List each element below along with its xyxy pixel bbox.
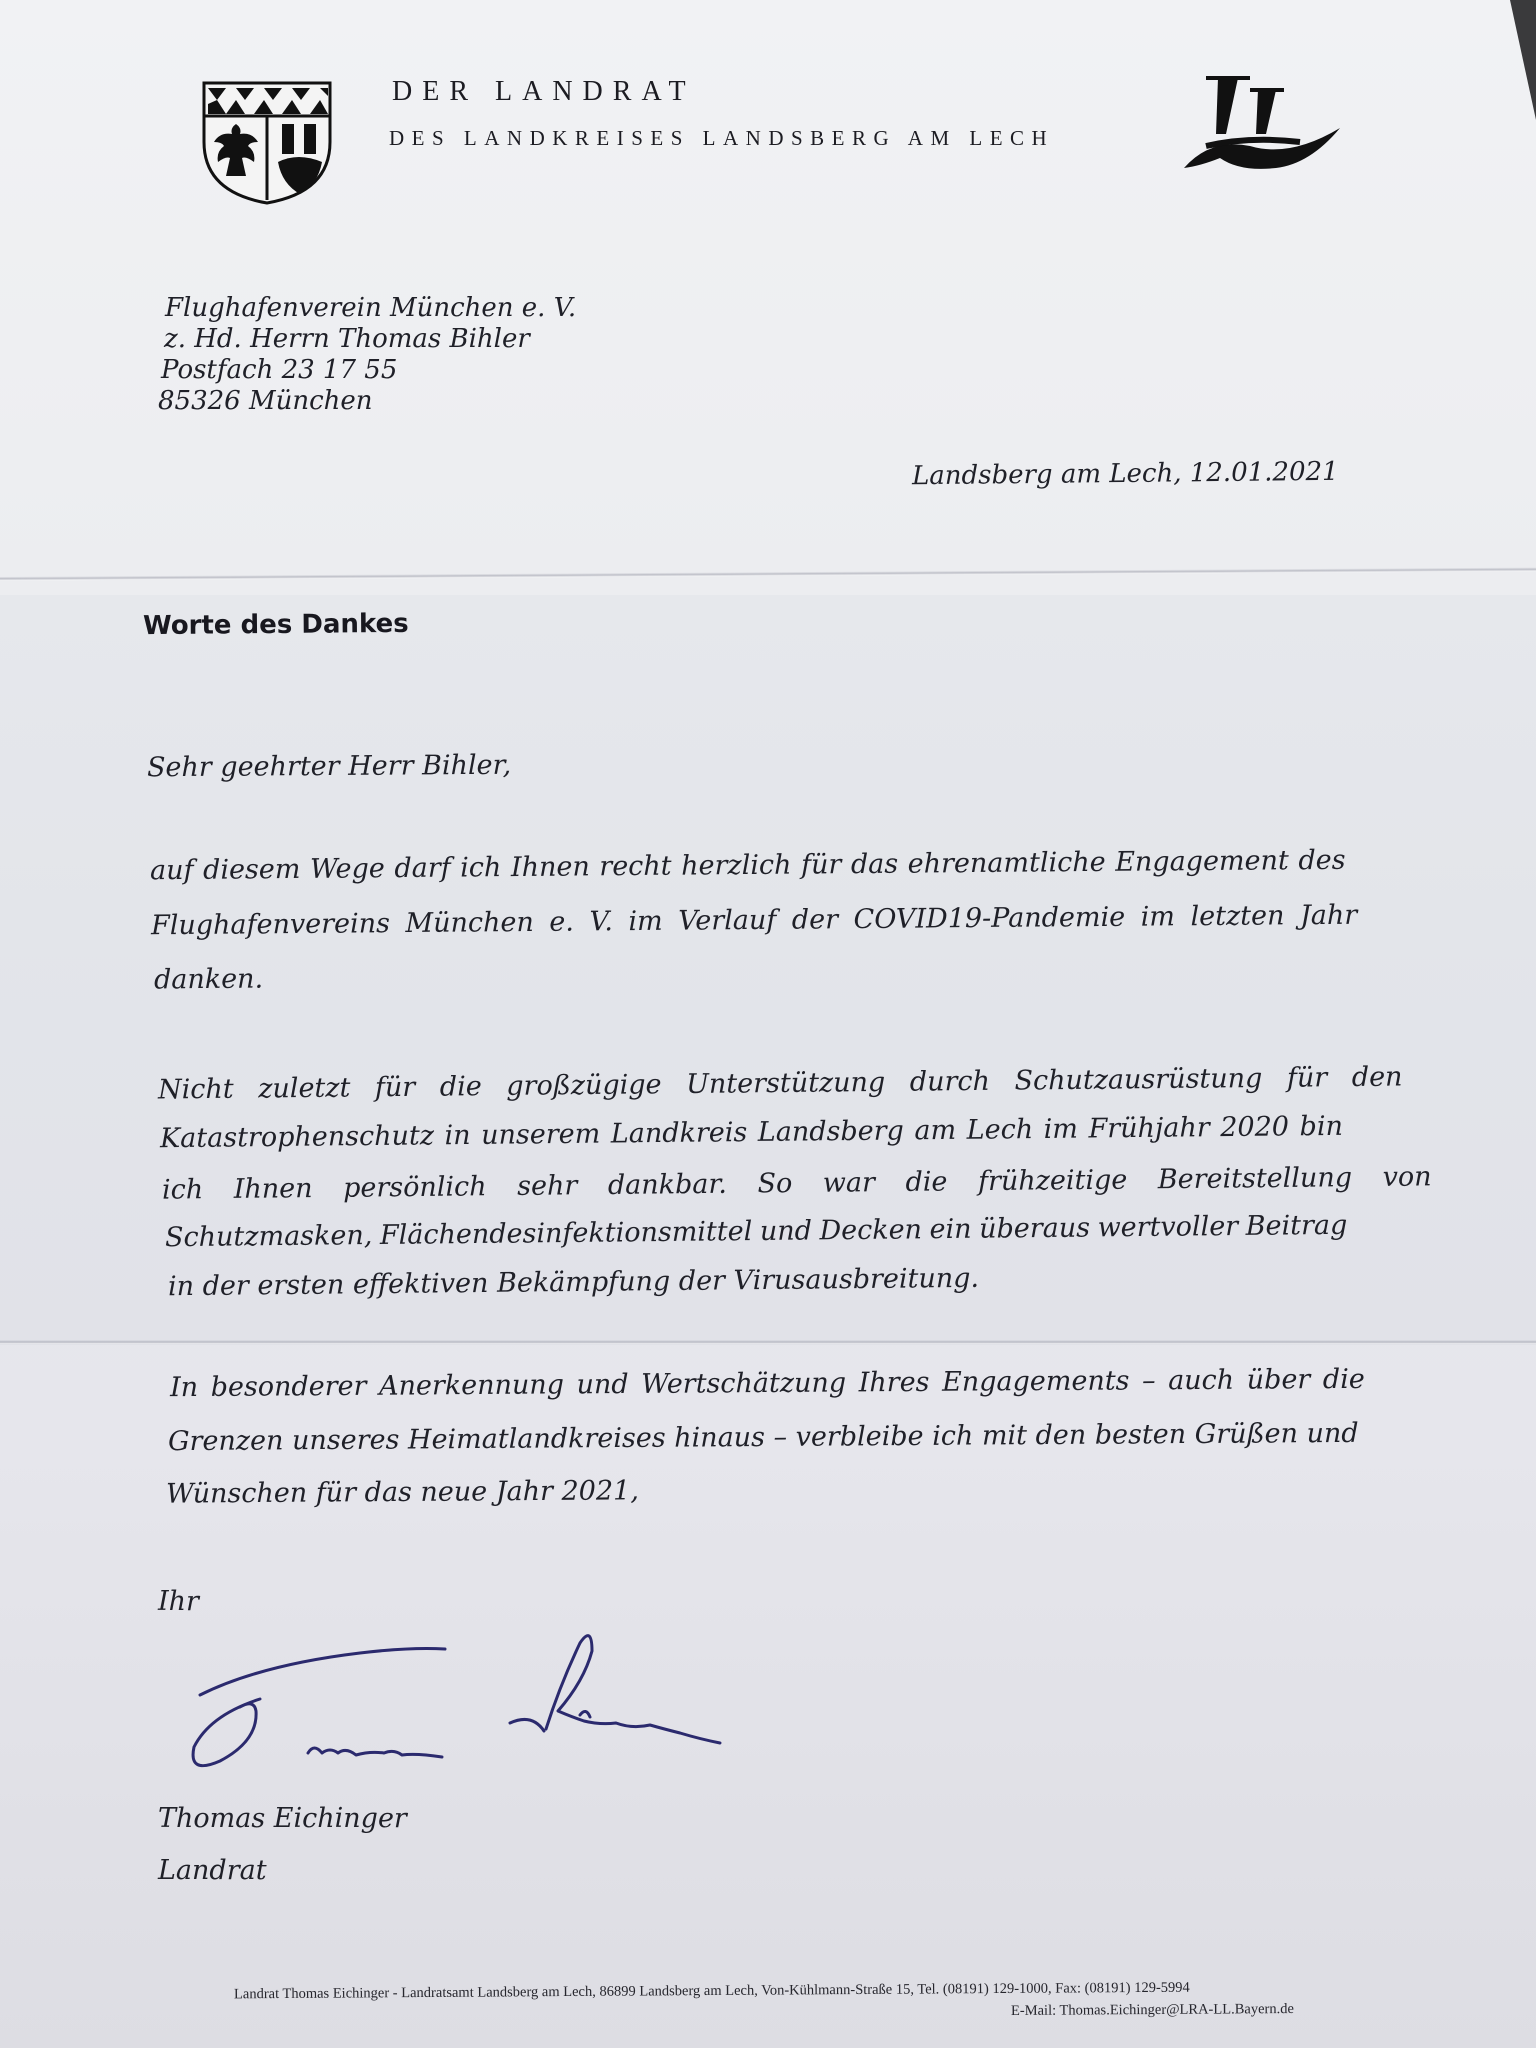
recipient-line: z. Hd. Herrn Thomas Bihler: [164, 324, 530, 354]
footer-contact-line: Landrat Thomas Eichinger - Landratsamt Landsberg am Lech, 86899 Landsberg am Lech, Von-Kühlmann-Straße 15, Tel. (08191) 129-1000, Fax: (08191) 129-5994: [233, 1979, 1190, 2003]
paragraph-2-line: in der ersten effektiven Bekämpfung der Virusausbreitung.: [167, 1262, 980, 1303]
recipient-line: Postfach 23 17 55: [161, 355, 398, 385]
paragraph-2-line: Nicht zuletzt für die großzügige Unterstützung durch Schutzausrüstung für den: [157, 1061, 1403, 1106]
recipient-line: 85326 München: [158, 386, 373, 416]
paragraph-1-line: auf diesem Wege darf ich Ihnen recht herzlich für das ehrenamtliche Engagement des: [149, 844, 1346, 887]
signatory-role: Landrat: [158, 1855, 267, 1886]
paragraph-2-line: Katastrophenschutz in unserem Landkreis Landsberg am Lech im Frühjahr 2020 bin: [159, 1110, 1344, 1155]
paragraph-3-line: Wünschen für das neue Jahr 2021,: [165, 1475, 639, 1510]
recipient-line: Flughafenverein München e. V.: [165, 293, 577, 323]
date-line: Landsberg am Lech, 12.01.2021: [911, 456, 1339, 492]
paragraph-2-line: ich Ihnen persönlich sehr dankbar. So war die frühzeitige Bereitstellung von: [161, 1161, 1432, 1206]
letterhead-subtitle: DES LANDKREISES LANDSBERG AM LECH: [389, 126, 1055, 150]
salutation: Sehr geehrter Herr Bihler,: [146, 749, 512, 784]
handwritten-signature: [180, 1625, 740, 1795]
footer-email-line: E-Mail: Thomas.Eichinger@LRA-LL.Bayern.de: [1010, 2001, 1294, 2019]
paragraph-3-line: Grenzen unseres Heimatlandkreises hinaus – verbleibe ich mit den besten Grüßen und: [167, 1417, 1359, 1458]
paragraph-3-line: In besonderer Anerkennung und Wertschätzung Ihres Engagements – auch über die: [169, 1363, 1365, 1404]
paragraph-2-line: Schutzmasken, Flächendesinfektionsmittel und Decken ein überaus wertvoller Beitrag: [164, 1209, 1348, 1254]
ll-county-logo-icon: [1180, 72, 1345, 182]
coat-of-arms-icon: [200, 80, 334, 206]
signatory-name: Thomas Eichinger: [158, 1803, 407, 1834]
subject-heading: Worte des Dankes: [142, 608, 409, 642]
paper-fold-lower: [0, 1340, 1536, 1344]
closing: Ihr: [158, 1586, 199, 1617]
paragraph-1-line: Flughafenvereins München e. V. im Verlauf der COVID19-Pandemie im letzten Jahr: [150, 899, 1358, 942]
paragraph-1-line: danken.: [153, 963, 264, 996]
letterhead-title: DER LANDRAT: [392, 76, 696, 107]
